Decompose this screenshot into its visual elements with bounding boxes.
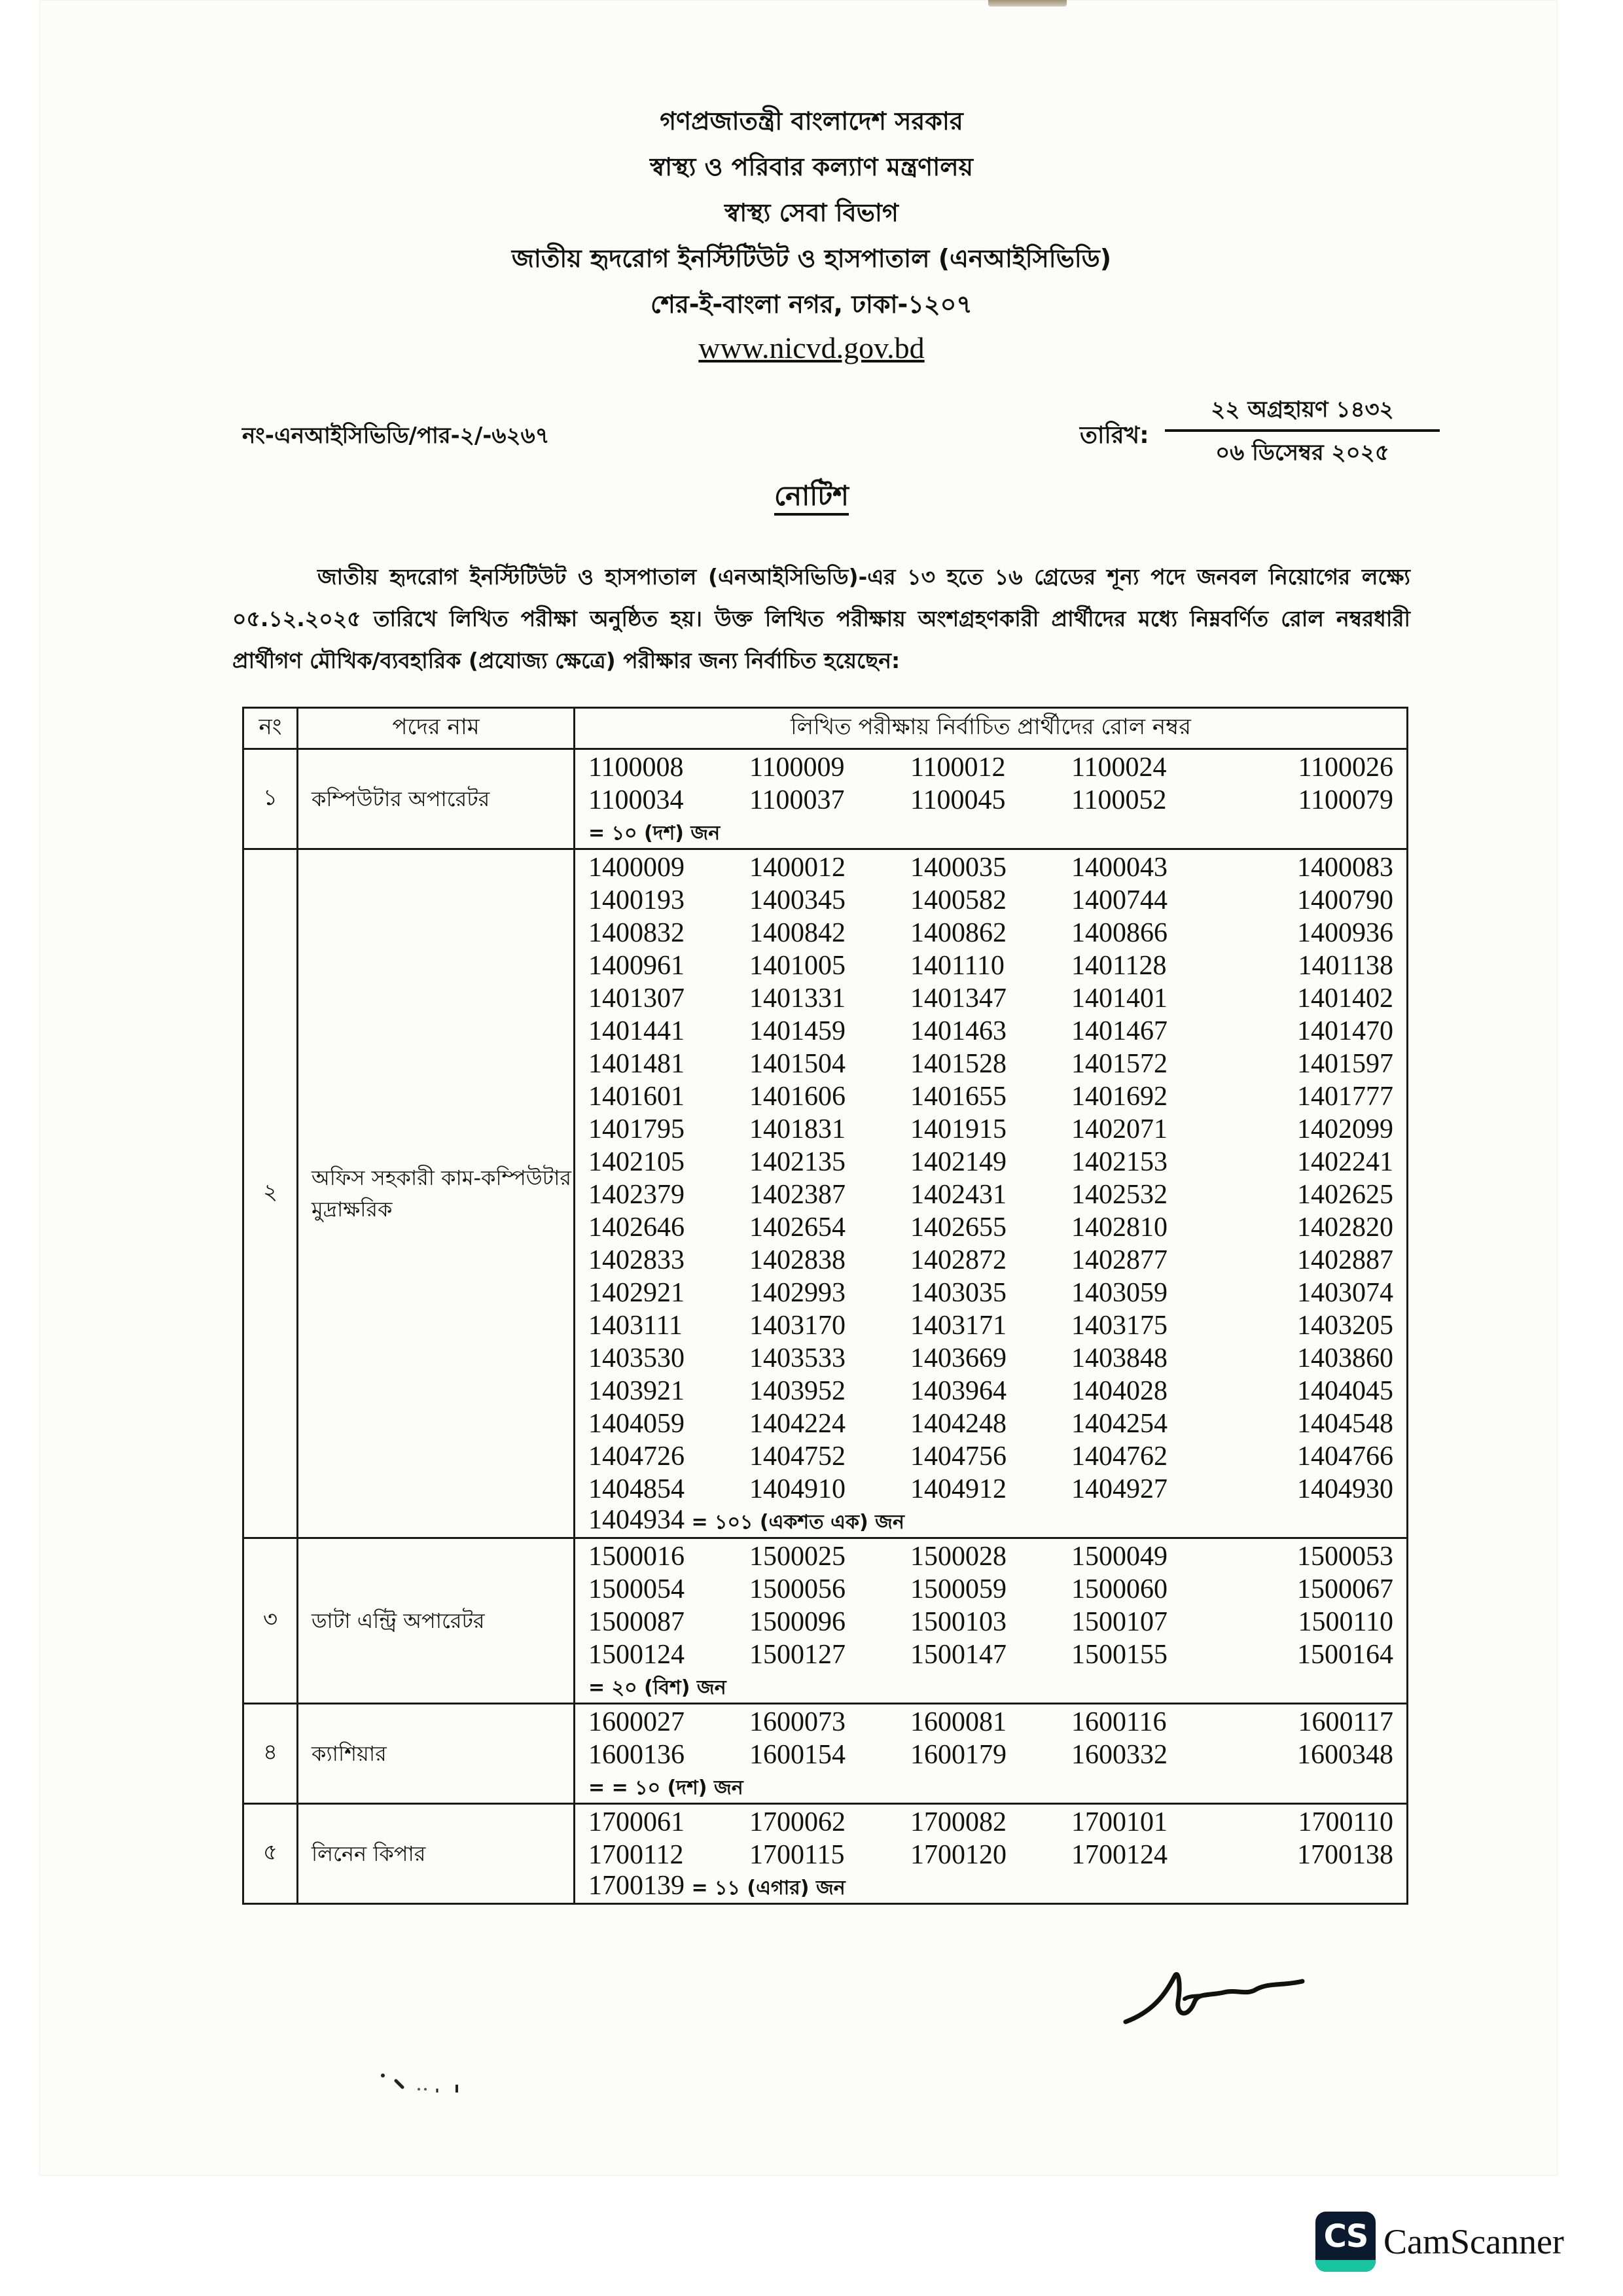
roll-number: 1400744: [1071, 885, 1168, 915]
roll-number: 1404930: [1297, 1474, 1393, 1504]
roll-number: 1404752: [749, 1441, 846, 1472]
roll-number: 1401110: [910, 951, 1005, 981]
roll-number: 1400866: [1071, 918, 1168, 948]
roll-number: 1100008: [588, 752, 684, 783]
letterhead: [0, 98, 1623, 373]
roll-number: 1402872: [910, 1245, 1007, 1275]
roll-number: 1401459: [749, 1016, 846, 1046]
roll-number: 1401347: [910, 983, 1007, 1014]
row-serial: ৩: [243, 1538, 298, 1704]
roll-number: 1600027: [588, 1707, 685, 1737]
row-serial: ২: [243, 849, 298, 1538]
roll-number: 1500056: [749, 1574, 846, 1604]
roll-number: 1401331: [749, 983, 846, 1014]
row-post-name: লিনেন কিপার: [298, 1804, 575, 1904]
roll-number: 1500103: [910, 1607, 1007, 1637]
roll-number: 1400193: [588, 885, 685, 915]
letterhead-division: স্বাস্থ্য সেবা বিভাগ: [724, 198, 899, 227]
roll-number: 1100012: [910, 752, 1006, 783]
roll-number: 1500016: [588, 1542, 685, 1572]
letterhead-address: শের-ই-বাংলা নগর, ঢাকা-১২০৭: [650, 290, 973, 319]
date-gregorian: ০৬ ডিসেম্বর ২০২৫: [1215, 440, 1389, 466]
last-roll-number: 1404934: [588, 1505, 685, 1535]
roll-number: 1403035: [910, 1278, 1007, 1308]
notice-body: জাতীয় হৃদরোগ ইনস্টিটিউট ও হাসপাতাল (এনআইসিভিডি)-এর ১৩ হতে ১৬ গ্রেডের শূন্য পদে জনবল নিয়োগের লক্ষ্যে ০৫.১২.২০২৫ তারিখে লিখিত পরীক্ষা অনুষ্ঠিত হয়। উক্ত লিখিত পরীক্ষায় অংশগ্রহণকারী প্রার্থীদের মধ্যে নিম্নবর্ণিত রোল নম্বরধারী প্রার্থীগণ মৌখিক/ব্যবহারিক (প্রযোজ্য ক্ষেত্রে) পরীক্ষার জন্য নির্বাচিত হয়েছেন:: [232, 564, 1410, 673]
roll-number: 1500054: [588, 1574, 685, 1604]
roll-number: 1402105: [588, 1147, 685, 1177]
roll-number: 1401915: [910, 1114, 1007, 1144]
stray-ink-marks: [373, 2068, 504, 2107]
roll-number: 1403952: [749, 1376, 846, 1406]
roll-number: 1401655: [910, 1082, 1007, 1112]
roll-number: 1401307: [588, 983, 685, 1014]
roll-number: 1500155: [1071, 1640, 1168, 1670]
roll-number: 1403170: [749, 1311, 846, 1341]
roll-number: 1401463: [910, 1016, 1007, 1046]
camscanner-brand: CamScanner: [1383, 2222, 1564, 2261]
roll-number: 1404045: [1297, 1376, 1393, 1406]
roll-number: 1100079: [1298, 785, 1393, 815]
roll-number: 1100026: [1298, 752, 1393, 783]
roll-number: 1402625: [1297, 1180, 1393, 1210]
roll-number: 1700101: [1071, 1807, 1168, 1837]
roll-number: 1700112: [588, 1840, 684, 1870]
roll-number: 1401005: [749, 951, 846, 981]
roll-number: 1400012: [749, 853, 846, 883]
date-label: তারিখ:: [1080, 422, 1149, 449]
roll-number: 1401504: [749, 1049, 846, 1079]
roll-number: 1700061: [588, 1807, 685, 1837]
roll-number: 1402877: [1071, 1245, 1168, 1275]
roll-number: 1402921: [588, 1278, 685, 1308]
roll-number: 1401692: [1071, 1082, 1168, 1112]
roll-number: 1400083: [1297, 853, 1393, 883]
roll-number: 1402532: [1071, 1180, 1168, 1210]
total-count: = ১০ (দশ) জন: [588, 822, 721, 845]
roll-number: 1600117: [1298, 1707, 1393, 1737]
roll-number: 1402646: [588, 1212, 685, 1243]
roll-number: 1700110: [1298, 1807, 1393, 1837]
roll-number: 1100034: [588, 785, 684, 815]
roll-number: 1400961: [588, 951, 685, 981]
roll-grid: [588, 1706, 1393, 1771]
roll-number: 1500028: [910, 1542, 1007, 1572]
row-total: [588, 1671, 1393, 1700]
roll-number: 1700138: [1297, 1840, 1393, 1870]
roll-number: 1500087: [588, 1607, 685, 1637]
letterhead-website: www.nicvd.gov.bd: [698, 331, 925, 364]
roll-number: 1404059: [588, 1409, 685, 1439]
roll-number: 1700120: [910, 1840, 1007, 1870]
camscanner-logo-icon: CS: [1315, 2212, 1376, 2272]
roll-number: 1403533: [749, 1343, 846, 1373]
row-total: [588, 817, 1393, 845]
roll-number: 1402149: [910, 1147, 1007, 1177]
roll-number: 1400936: [1297, 918, 1393, 948]
selected-candidates-table: [242, 707, 1408, 1905]
roll-number: 1600116: [1071, 1707, 1167, 1737]
roll-number: 1403111: [588, 1311, 683, 1341]
roll-number: 1401572: [1071, 1049, 1168, 1079]
roll-number: 1500049: [1071, 1542, 1168, 1572]
roll-number: 1500053: [1297, 1542, 1393, 1572]
roll-number: 1500127: [749, 1640, 846, 1670]
roll-number: 1500124: [588, 1640, 685, 1670]
roll-number: 1402833: [588, 1245, 685, 1275]
roll-number: 1403848: [1071, 1343, 1168, 1373]
date-values: [1165, 393, 1440, 470]
roll-number: 1402135: [749, 1147, 846, 1177]
camscanner-watermark: [1315, 2210, 1564, 2273]
roll-number: 1403205: [1297, 1311, 1393, 1341]
date-bangla-calendar: ২২ অগ্রহায়ণ ১৪৩২: [1211, 397, 1394, 423]
roll-number: 1500067: [1297, 1574, 1393, 1604]
roll-number: 1500025: [749, 1542, 846, 1572]
roll-number: 1401601: [588, 1082, 685, 1112]
roll-number: 1404854: [588, 1474, 685, 1504]
roll-number: 1403059: [1071, 1278, 1168, 1308]
roll-number: 1402838: [749, 1245, 846, 1275]
roll-number: 1401402: [1297, 983, 1393, 1014]
row-roll-numbers: [575, 1704, 1408, 1804]
letterhead-institute: জাতীয় হৃদরোগ ইনস্টিটিউট ও হাসপাতাল (এনআইসিভিডি): [511, 244, 1112, 273]
roll-number: 1700124: [1071, 1840, 1168, 1870]
roll-number: 1100045: [910, 785, 1006, 815]
roll-number: 1500059: [910, 1574, 1007, 1604]
row-serial: ১: [243, 749, 298, 849]
roll-number: 1500110: [1298, 1607, 1393, 1637]
roll-number: 1403669: [910, 1343, 1007, 1373]
roll-number: 1404910: [749, 1474, 846, 1504]
roll-number: 1403530: [588, 1343, 685, 1373]
roll-number: 1600179: [910, 1740, 1007, 1770]
roll-number: 1100052: [1071, 785, 1167, 815]
roll-number: 1401401: [1071, 983, 1168, 1014]
roll-grid: [588, 1806, 1393, 1871]
roll-number: 1404028: [1071, 1376, 1168, 1406]
roll-number: 1404927: [1071, 1474, 1168, 1504]
roll-number: 1401597: [1297, 1049, 1393, 1079]
row-total: [588, 1871, 1393, 1900]
roll-number: 1700115: [749, 1840, 845, 1870]
roll-number: 1400035: [910, 853, 1007, 883]
total-count: = ১১ (এগার) জন: [685, 1877, 846, 1899]
roll-number: 1402655: [910, 1212, 1007, 1243]
roll-number: 1402379: [588, 1180, 685, 1210]
roll-grid: [588, 851, 1393, 1506]
date-divider: [1165, 429, 1440, 432]
row-post-name: ক্যাশিয়ার: [298, 1704, 575, 1804]
total-count: = ১০১ (একশত এক) জন: [685, 1511, 904, 1534]
scan-artifact: [988, 0, 1067, 7]
roll-number: 1600136: [588, 1740, 685, 1770]
roll-number: 1402810: [1071, 1212, 1168, 1243]
roll-number: 1400043: [1071, 853, 1168, 883]
roll-number: 1600348: [1297, 1740, 1393, 1770]
roll-number: 1401128: [1071, 951, 1167, 981]
roll-number: 1404766: [1297, 1441, 1393, 1472]
roll-number: 1700062: [749, 1807, 846, 1837]
roll-number: 1100037: [749, 785, 845, 815]
total-count: = ২০ (বিশ) জন: [588, 1676, 726, 1699]
roll-number: 1404224: [749, 1409, 846, 1439]
header-roll-numbers: লিখিত পরীক্ষায় নির্বাচিত প্রার্থীদের রোল নম্বর: [575, 708, 1408, 749]
roll-grid: [588, 1540, 1393, 1671]
roll-number: 1402153: [1071, 1147, 1168, 1177]
roll-number: 1400832: [588, 918, 685, 948]
roll-number: 1400009: [588, 853, 685, 883]
roll-number: 1401606: [749, 1082, 846, 1112]
roll-number: 1403921: [588, 1376, 685, 1406]
roll-number: 1402431: [910, 1180, 1007, 1210]
roll-number: 1401138: [1298, 951, 1393, 981]
total-count: = = ১০ (দশ) জন: [588, 1776, 743, 1799]
signature: [1113, 1956, 1322, 2035]
roll-number: 1400842: [749, 918, 846, 948]
roll-number: 1401831: [749, 1114, 846, 1144]
roll-number: 1600073: [749, 1707, 846, 1737]
roll-number: 1600154: [749, 1740, 846, 1770]
roll-number: 1403171: [910, 1311, 1007, 1341]
letterhead-ministry: স্বাস্থ্য ও পরিবার কল্যাণ মন্ত্রণালয়: [650, 152, 973, 181]
table-row: [243, 1704, 1408, 1804]
roll-number: 1402099: [1297, 1114, 1393, 1144]
roll-number: 1401441: [588, 1016, 685, 1046]
roll-number: 1400862: [910, 918, 1007, 948]
table-row: [243, 849, 1408, 1538]
roll-number: 1500147: [910, 1640, 1007, 1670]
roll-number: 1400790: [1297, 885, 1393, 915]
roll-number: 1500060: [1071, 1574, 1168, 1604]
header-post-name: পদের নাম: [298, 708, 575, 749]
row-total: [588, 1771, 1393, 1800]
roll-number: 1500096: [749, 1607, 846, 1637]
roll-number: 1401777: [1297, 1082, 1393, 1112]
roll-number: 1402820: [1297, 1212, 1393, 1243]
roll-number: 1401528: [910, 1049, 1007, 1079]
row-roll-numbers: [575, 1804, 1408, 1904]
roll-number: 1401481: [588, 1049, 685, 1079]
table-row: [243, 1538, 1408, 1704]
row-serial: ৫: [243, 1804, 298, 1904]
roll-number: 1404762: [1071, 1441, 1168, 1472]
table-row: [243, 749, 1408, 849]
row-post-name: অফিস সহকারী কাম-কম্পিউটার মুদ্রাক্ষরিক: [298, 849, 575, 1538]
roll-number: 1500107: [1071, 1607, 1168, 1637]
row-post-name: কম্পিউটার অপারেটর: [298, 749, 575, 849]
roll-number: 1600081: [910, 1707, 1007, 1737]
roll-number: 1402387: [749, 1180, 846, 1210]
roll-number: 1403964: [910, 1376, 1007, 1406]
table-row: [243, 1804, 1408, 1904]
roll-number: 1402654: [749, 1212, 846, 1243]
last-roll-number: 1700139: [588, 1871, 685, 1901]
row-total: [588, 1506, 1393, 1534]
letterhead-government: গণপ্রজাতন্ত্রী বাংলাদেশ সরকার: [660, 107, 963, 135]
row-roll-numbers: [575, 849, 1408, 1538]
roll-number: 1404548: [1297, 1409, 1393, 1439]
roll-number: 1600332: [1071, 1740, 1168, 1770]
row-post-name: ডাটা এন্ট্রি অপারেটর: [298, 1538, 575, 1704]
roll-number: 1402887: [1297, 1245, 1393, 1275]
row-roll-numbers: [575, 749, 1408, 849]
roll-number: 1403175: [1071, 1311, 1168, 1341]
roll-number: 1404912: [910, 1474, 1007, 1504]
memo-number: নং-এনআইসিভিডি/পার-২/-৬২৬৭: [242, 423, 550, 449]
notice-title: নোটিশ: [774, 480, 849, 516]
roll-number: 1402241: [1297, 1147, 1393, 1177]
roll-number: 1500164: [1297, 1640, 1393, 1670]
roll-number: 1700082: [910, 1807, 1007, 1837]
roll-number: 1403860: [1297, 1343, 1393, 1373]
roll-number: 1400345: [749, 885, 846, 915]
table-header-row: [243, 708, 1408, 749]
roll-number: 1404248: [910, 1409, 1007, 1439]
roll-number: 1100009: [749, 752, 845, 783]
roll-number: 1401795: [588, 1114, 685, 1144]
roll-number: 1400582: [910, 885, 1007, 915]
roll-number: 1100024: [1071, 752, 1167, 783]
roll-number: 1404254: [1071, 1409, 1168, 1439]
header-no: নং: [243, 708, 298, 749]
row-serial: ৪: [243, 1704, 298, 1804]
roll-number: 1403074: [1297, 1278, 1393, 1308]
roll-number: 1404726: [588, 1441, 685, 1472]
row-roll-numbers: [575, 1538, 1408, 1704]
roll-number: 1402071: [1071, 1114, 1168, 1144]
roll-number: 1402993: [749, 1278, 846, 1308]
roll-number: 1404756: [910, 1441, 1007, 1472]
roll-number: 1401467: [1071, 1016, 1168, 1046]
notice-title-wrap: [0, 474, 1623, 521]
roll-number: 1401470: [1297, 1016, 1393, 1046]
roll-grid: [588, 751, 1393, 817]
